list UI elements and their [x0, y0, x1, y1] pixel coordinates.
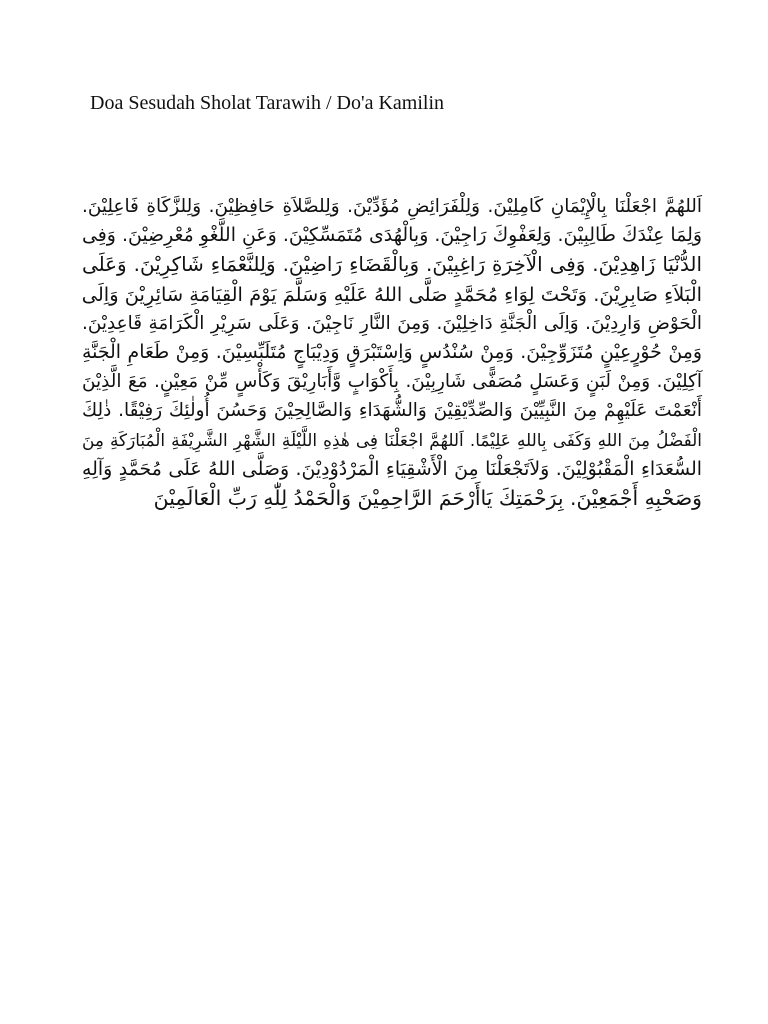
- prayer-line-9: الْفَضْلُ مِنَ اللهِ وَكَفَى بِاللهِ عَلِيْمًا. اَللهُمَّ اجْعَلْنَا فِى هٰذِهِ اللَّيْلَةِ الشَّهْرِ الشَّرِيْفَةِ الْمُبَارَكَةِ مِنَ: [82, 429, 702, 450]
- prayer-line-4: الْبَلاَءِ صَابِرِيْنَ. وَتَحْتَ لِوَاءِ مُحَمَّدٍ صَلَّى اللهُ عَلَيْهِ وَسَلَّمَ يَوْمَ الْقِيَامَةِ سَائِرِيْنَ وَاِلَى: [81, 282, 702, 306]
- document-title: Doa Sesudah Sholat Tarawih / Do'a Kamilin: [90, 92, 444, 114]
- prayer-line-10: السُّعَدَاءِ الْمَقْبُوْلِيْنَ. وَلاَتَجْعَلْنَا مِنَ الْأَشْقِيَاءِ الْمَرْدُوْدِيْنَ. وَصَلَّى اللهُ عَلَى مُحَمَّدٍ وَآلِهِ: [82, 457, 702, 480]
- prayer-line-7: آكِلِيْنَ. وَمِنْ لَبَنٍ وَعَسَلٍ مُصَفًّى شَارِبِيْنَ. بِأَكْوَابٍ وَّأَبَارِيْقَ وَكَأْسٍ مِّنْ مَعِيْنٍ. مَعَ الَّذِيْنَ: [82, 371, 702, 393]
- prayer-line-5: الْحَوْضِ وَارِدِيْنَ. وَاِلَى الْجَنَّةِ دَاخِلِيْنَ. وَمِنَ النَّارِ نَاجِيْنَ. وَعَلَى سَرِيْرِ الْكَرَامَةِ قَاعِدِيْنَ.: [82, 312, 702, 334]
- prayer-text: [82, 192, 702, 513]
- prayer-line-8: أَنْعَمْتَ عَلَيْهِمْ مِنَ النَّبِيِّيْنَ وَالصِّدِّيْقِيْنَ وَالشُّهَدَاءِ وَالصَّالِحِيْنَ وَحَسُنَ أُولٰئِكَ رَفِيْقًا. ذٰلِكَ: [82, 400, 702, 422]
- prayer-line-3: الدُّنْيَا زَاهِدِيْنَ. وَفِى الْآخِرَةِ رَاغِبِيْنَ. وَبِالْقَضَاءِ رَاضِيْنَ. وَلِلنَّعْمَاءِ شَاكِرِيْنَ. وَعَلَى: [82, 253, 702, 277]
- prayer-line-2: وَلِمَا عِنْدَكَ طَالِبِيْنَ. وَلِعَفْوِكَ رَاجِيْنَ. وَبِالْهُدَى مُتَمَسِّكِيْنَ. وَعَنِ اللَّغْوِ مُعْرِضِيْنَ. وَفِى: [82, 224, 702, 247]
- prayer-line-1: اَللهُمَّ اجْعَلْنَا بِالْإِيْمَانِ كَامِلِيْنَ. وَلِلْفَرَائِضِ مُؤَدِّيْنَ. وَلِلصَّلاَةِ حَافِظِيْنَ. وَلِلزَّكَاةِ فَاعِلِيْنَ.: [82, 196, 702, 217]
- prayer-line-6: وَمِنْ حُوْرٍعِيْنٍ مُتَزَوِّجِيْنَ. وَمِنْ سُنْدُسٍ وَاِسْتَبْرَقٍ وَدِيْبَاجٍ مُتَلَبِّسِيْنَ. وَمِنْ طَعَامِ الْجَنَّةِ: [82, 341, 702, 364]
- prayer-line-11: وَصَحْبِهِ أَجْمَعِيْنَ. بِرَحْمَتِكَ يَاأَرْحَمَ الرَّاحِمِيْنَ وَالْحَمْدُ لِلّٰهِ رَبِّ الْعَالَمِيْنَ: [153, 486, 702, 511]
